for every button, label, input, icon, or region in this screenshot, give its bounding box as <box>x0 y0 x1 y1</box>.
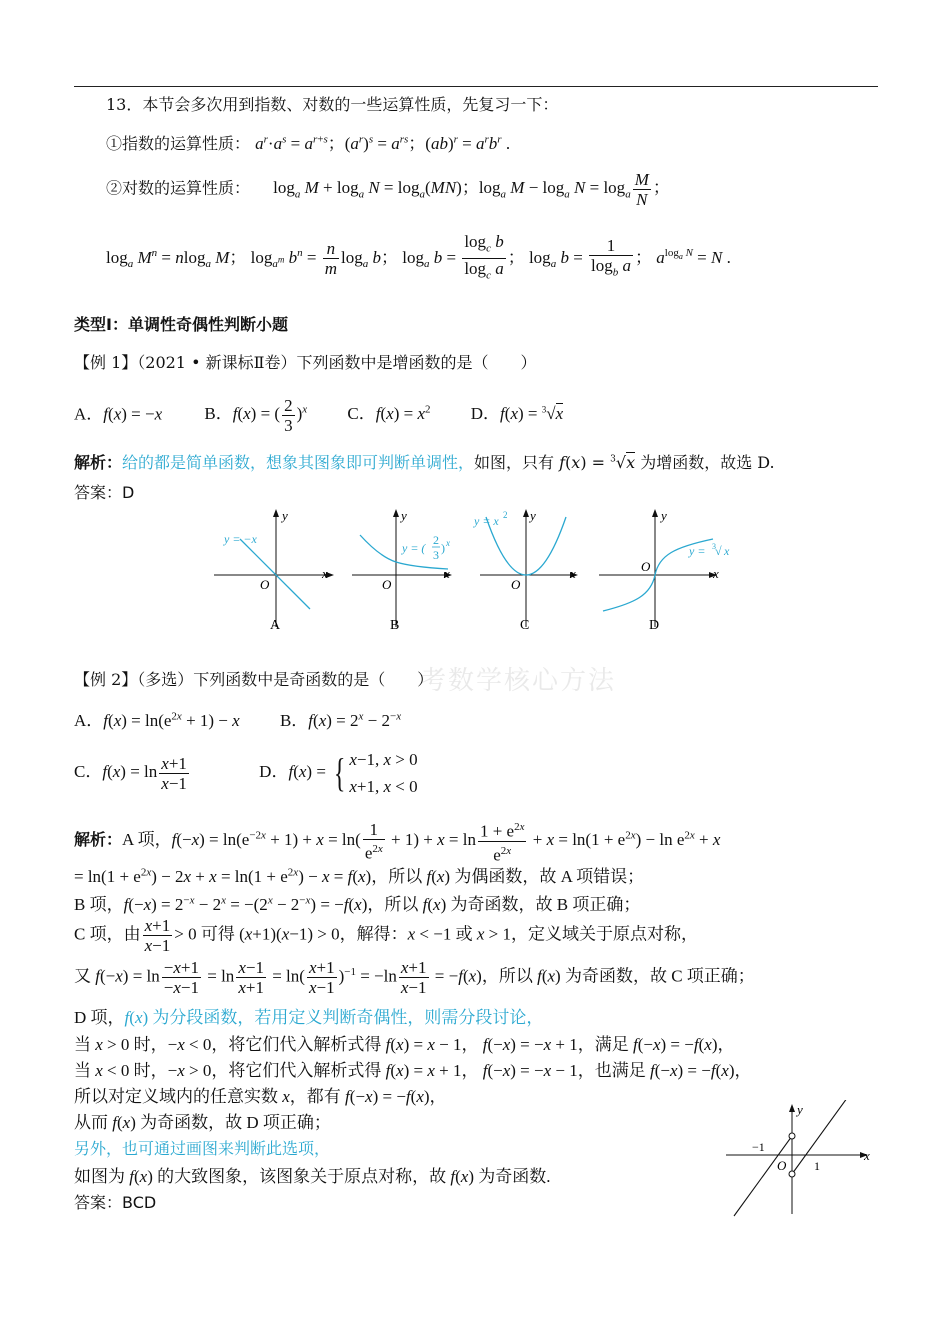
exp-label: ①指数的运算性质： <box>106 134 251 153</box>
graph-d-curve-label <box>688 542 730 558</box>
svg-text:2: 2 <box>433 533 439 547</box>
log-label: ②对数的运算性质： <box>106 178 251 198</box>
graph-d-caption: D <box>649 618 660 633</box>
ex2-answer: 答案：BCD <box>74 1193 157 1212</box>
ex1-analysis <box>74 450 775 473</box>
ex2-analysis-line-1: 解析：A 项，$f(-x) = \ln(e^{-2x} + 1) + x = \ln$( $\frac{1}{e^{2x}}$ + 1) + x = ln $\frac{1 + e^{2x}}{e^{2x}}$ + $x = \ln(1 + e^{2x}) - \ln e^{2x} + x$ <box>74 819 721 865</box>
ex2-analysis-line-7: 当 x < 0 时，−x > 0，将它们代入解析式得 f(x) = x + 1， f(−x) = −x − 1，也满足 f(−x) = −f(x)， <box>74 1061 752 1080</box>
sec13-title: 13．本节会多次用到指数、对数的一些运算性质，先复习一下： <box>106 95 559 114</box>
log-properties-line <box>106 170 670 209</box>
svg-text:x: x <box>724 544 730 558</box>
ex2-option-d: D．f(x) = { x−1, x > 0 x+1, x < 0 <box>259 750 418 796</box>
graph-b-caption: B <box>390 618 400 633</box>
graph-ex2 <box>722 1100 882 1220</box>
svg-text:y =: y = <box>689 544 706 558</box>
ex1-analysis-hint: 给的都是简单函数，想象其图象即可判断单调性， <box>122 453 475 472</box>
graph-a-curve-label: y = −x <box>224 532 257 546</box>
ex1-analysis-label: 解析： <box>74 453 123 472</box>
top-rule <box>74 86 878 87</box>
type1-heading: 类型Ⅰ：单调性奇偶性判断小题 <box>74 315 288 334</box>
ex2-analysis-line-8: 所以对定义域内的任意实数 x，都有 f(−x) = −f(x)， <box>74 1087 447 1106</box>
graph-d <box>595 505 735 635</box>
graph-d-origin: O <box>641 559 651 574</box>
ex2-options-row2 <box>74 746 418 800</box>
graph-ex2-y-label: y <box>797 1102 803 1117</box>
ex2-analysis-line-4: C 项，由 $\frac{x+1}{x-1}$ > 0 可得 (x+1)(x−1) > 0，解得：x < −1 或 x > 1，定义域关于原点对称， <box>74 916 698 955</box>
ex2-analysis-line-9: 从而 f(x) 为奇函数，故 D 项正确； <box>74 1113 331 1132</box>
svg-text:3: 3 <box>433 548 439 562</box>
graph-b-x-label: x <box>444 566 450 581</box>
graph-d-x-label: x <box>713 566 719 581</box>
ex2-option-b: B．$f(x) = 2^x - 2^{-x}$ <box>279 710 402 730</box>
svg-text:y = x: y = x <box>474 514 499 528</box>
ex1-analysis-conclusion: 如图，只有 f(x) = $^3$√x 为增函数，故选 D. <box>474 453 775 472</box>
svg-text:x: x <box>446 538 450 548</box>
graph-ex2-tick-1: 1 <box>814 1159 820 1173</box>
ex1-option-c: C．$f(x) = x^2$ <box>347 403 431 424</box>
graph-c-origin: O <box>511 577 521 592</box>
ex2-title: 【例 2】（多选）下列函数中是奇函数的是（ ） <box>74 670 434 689</box>
ex2-also-hint: 另外，也可通过画图来判断此选项， <box>74 1139 331 1158</box>
graph-b <box>350 505 460 635</box>
graph-b-curve-label <box>401 533 450 562</box>
ex2-option-a: A．$f(x) = \ln(e^{2x} + 1) - x$ <box>74 710 240 730</box>
graph-d-y-label: y <box>661 508 667 523</box>
graph-a-y-label: y <box>282 508 288 523</box>
ex1-options <box>74 396 563 435</box>
graph-b-origin: O <box>382 577 392 592</box>
ex2-analysis-line-2: = $\ln(1 + e^{2x}) - 2x + x = \ln(1 + e^{2x}) - x = f(x)$，所以 f(x) 为偶函数，故 A 项错误； <box>74 866 645 886</box>
exp-properties-line <box>106 129 510 154</box>
graph-c <box>470 505 585 635</box>
svg-text:y = (: y = ( <box>402 541 426 555</box>
graph-c-x-label: x <box>570 566 576 581</box>
graph-c-caption: C <box>520 618 530 633</box>
ex2-analysis-line-3: B 项，$f(-x) = 2^{-x} - 2^x = -(2^x - 2^{-x}) = -f(x)$，所以 f(x) 为奇函数，故 B 项正确； <box>74 894 641 914</box>
ex2-options-row1 <box>74 706 401 731</box>
ex2-option-c: C．f(x) = ln $\frac{x+1}{x-1}$ <box>74 753 187 793</box>
graph-c-y-label: y <box>530 508 536 523</box>
ex2-analysis-last: 如图为 f(x) 的大致图象，该图象关于原点对称，故 f(x) 为奇函数. <box>74 1167 551 1186</box>
graph-ex2-x-label: x <box>864 1148 870 1163</box>
graph-a-x-label: x <box>322 566 328 581</box>
ex2-analysis-d-intro <box>74 1003 543 1028</box>
svg-text:): ) <box>441 541 445 555</box>
log-formula-b: $\log_a M^n = nlog_a$ M； $\log_{a^m} b^n$ = $\frac{n}{m}$ $\log_a b$； $\log_a b$ = $\frac{\log_c b}{\log_c a}$ ； $\log_a b$ = $\frac{1}{\log_b a}$ ； $a^{log_a N} = N$ . <box>106 232 731 282</box>
svg-text:3: 3 <box>712 542 716 551</box>
ex2-d-label: D 项， <box>74 1008 125 1027</box>
ex1-title: 【例 1】（2021 • 新课标Ⅱ卷）下列函数中是增函数的是（ ） <box>74 353 537 372</box>
graph-ex2-origin: O <box>777 1158 787 1173</box>
watermark-text: 考数学核心方法 <box>420 666 617 696</box>
svg-text:2: 2 <box>503 510 508 520</box>
graph-ex2-tick-neg1: −1 <box>752 1140 765 1154</box>
ex1-option-b: B．f(x) = ( $\frac{2}{3}$ )$^x$ <box>204 396 308 435</box>
graph-a <box>210 505 340 635</box>
svg-text:√: √ <box>715 544 722 558</box>
graph-b-y-label: y <box>401 508 407 523</box>
ex2-d-hint: f(x) 为分段函数，若用定义判断奇偶性，则需分段讨论， <box>124 1008 544 1027</box>
ex2-analysis-line-6: 当 x > 0 时，−x < 0，将它们代入解析式得 f(x) = x − 1， f(−x) = −x + 1，满足 f(−x) = −f(x)， <box>74 1035 735 1054</box>
ex1-option-a: A．f(x) = −x <box>74 404 163 424</box>
ex2-analysis-line-5: 又 f(−x) = ln $\frac{-x+1}{-x-1}$ = ln $\frac{x-1}{x+1}$ = ln( $\frac{x+1}{x-1}$ )$^{-1}$ = −ln $\frac{x+1}{x-1}$ = −f(x)，所以 f(x) 为奇函数，故 C 项正确； <box>74 958 755 997</box>
log-formula-a: $\log_a M + \log_a N = \log_a(MN)$；$\log_a M - \log_a N = \log_a$ $\frac{M}{N}$ ； <box>273 170 670 209</box>
graph-a-caption: A <box>270 618 281 633</box>
exp-formula: $a^r\cdot a^s = a^{r+s}$；$(a^r)^s = a^{rs}$；$(ab)^r = a^rb^r$ . <box>255 133 511 153</box>
graph-c-curve-label <box>473 510 508 528</box>
graph-a-origin: O <box>260 577 270 592</box>
ex1-option-d: D．f(x) = $^3$√x <box>470 404 564 424</box>
ex1-answer: 答案：D <box>74 483 135 502</box>
